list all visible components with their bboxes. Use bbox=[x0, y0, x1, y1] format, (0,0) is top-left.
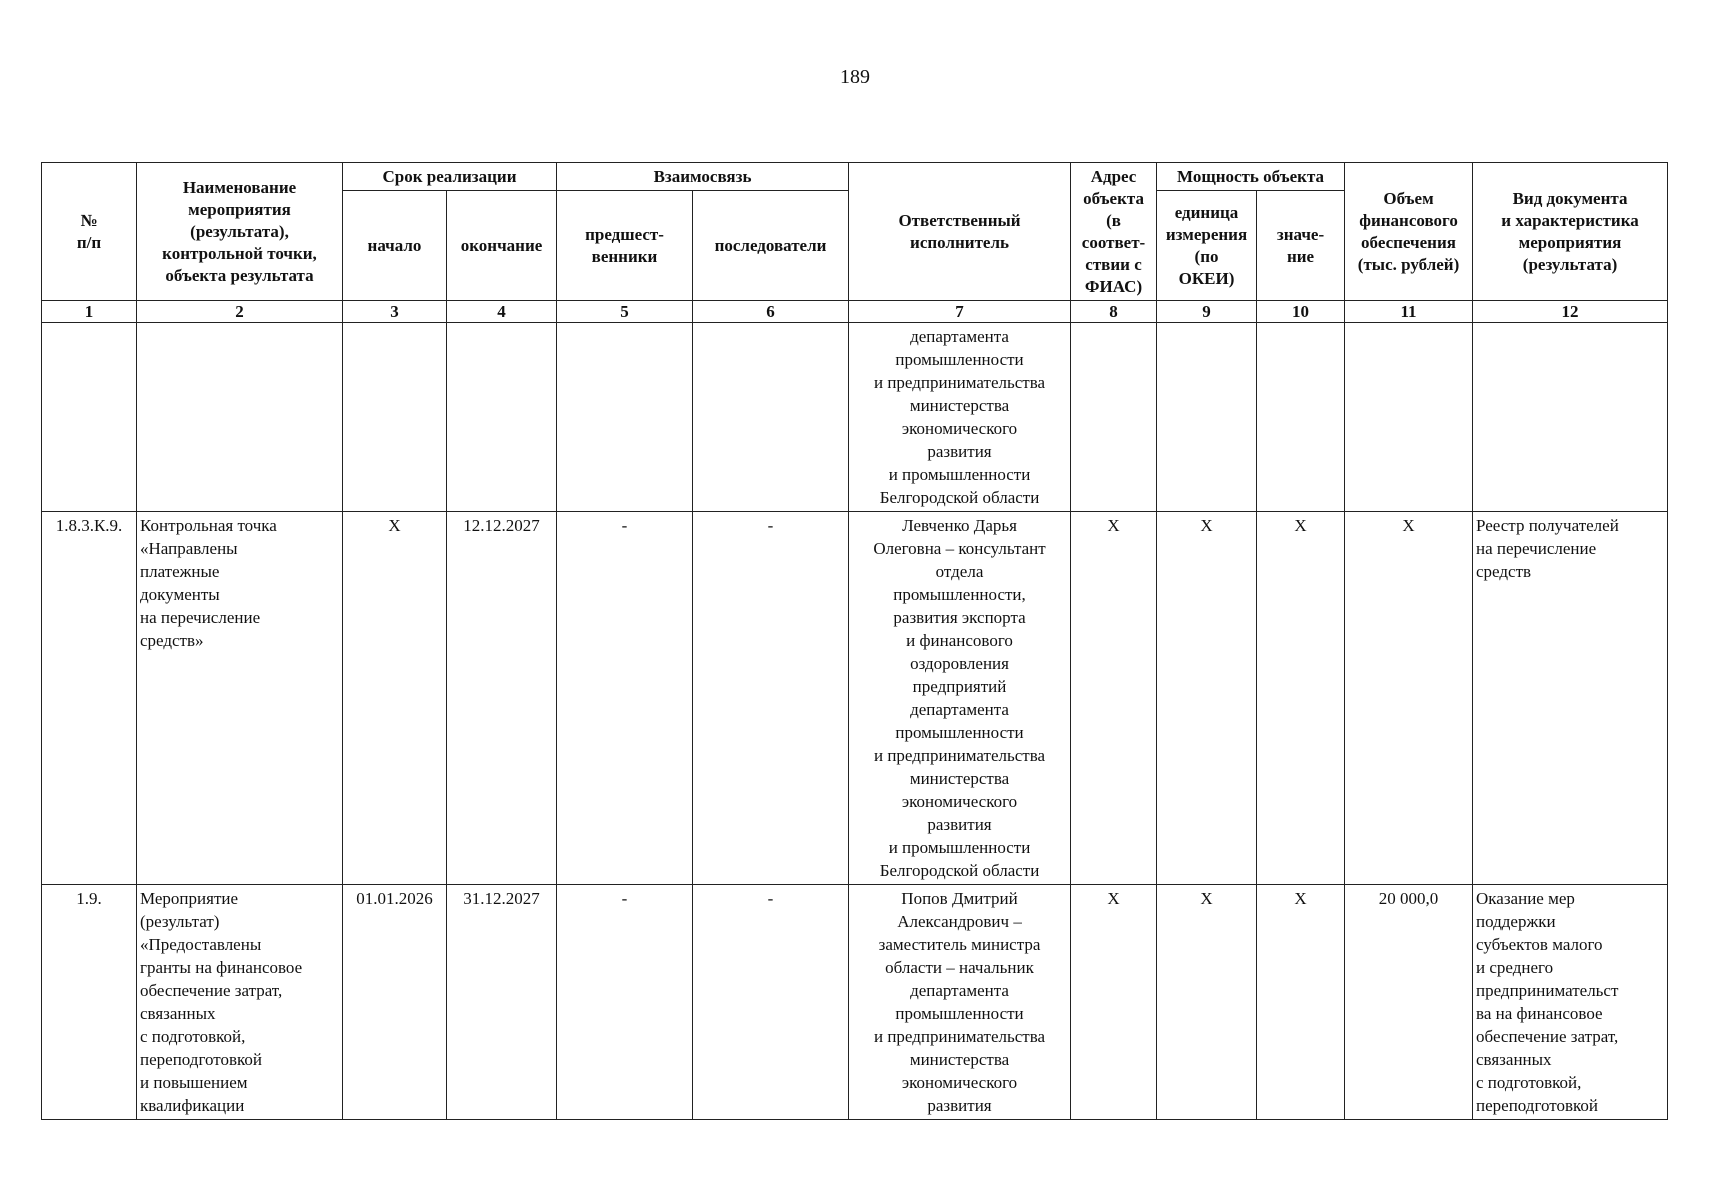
header-financing: Объем финансового обеспечения (тыс. рублей) bbox=[1345, 163, 1473, 301]
column-number: 11 bbox=[1345, 301, 1473, 323]
header-predecessors: предшест- венники bbox=[557, 191, 693, 301]
row-num bbox=[42, 323, 137, 512]
column-number: 2 bbox=[137, 301, 343, 323]
column-number-row bbox=[42, 301, 1668, 323]
table-header bbox=[42, 163, 1668, 323]
header-successors: последователи bbox=[693, 191, 849, 301]
row-unit: X bbox=[1157, 885, 1257, 1120]
row-financing bbox=[1345, 323, 1473, 512]
row-document bbox=[1473, 323, 1668, 512]
row-successors: - bbox=[693, 512, 849, 885]
row-end: 12.12.2027 bbox=[447, 512, 557, 885]
column-number: 8 bbox=[1071, 301, 1157, 323]
header-end: окончание bbox=[447, 191, 557, 301]
row-num: 1.8.3.К.9. bbox=[42, 512, 137, 885]
column-number: 10 bbox=[1257, 301, 1345, 323]
column-number: 4 bbox=[447, 301, 557, 323]
column-number: 7 bbox=[849, 301, 1071, 323]
header-address: Адрес объекта (в соответ- ствии с ФИАС) bbox=[1071, 163, 1157, 301]
row-address: X bbox=[1071, 512, 1157, 885]
header-value: значе- ние bbox=[1257, 191, 1345, 301]
row-successors: - bbox=[693, 885, 849, 1120]
event-plan-table bbox=[41, 162, 1668, 1120]
row-start bbox=[343, 323, 447, 512]
header-unit: единица измерения (по ОКЕИ) bbox=[1157, 191, 1257, 301]
column-number: 6 bbox=[693, 301, 849, 323]
column-number: 1 bbox=[42, 301, 137, 323]
header-start: начало bbox=[343, 191, 447, 301]
row-predecessors: - bbox=[557, 512, 693, 885]
row-predecessors: - bbox=[557, 885, 693, 1120]
row-value: X bbox=[1257, 885, 1345, 1120]
column-number: 3 bbox=[343, 301, 447, 323]
page-number: 189 bbox=[840, 66, 870, 88]
row-name bbox=[137, 323, 343, 512]
row-successors bbox=[693, 323, 849, 512]
row-predecessors bbox=[557, 323, 693, 512]
row-value: X bbox=[1257, 512, 1345, 885]
column-number: 5 bbox=[557, 301, 693, 323]
row-document: Реестр получателей на перечисление средств bbox=[1473, 512, 1668, 885]
row-num: 1.9. bbox=[42, 885, 137, 1120]
row-value bbox=[1257, 323, 1345, 512]
row-document: Оказание мер поддержки субъектов малого и среднего предпринимательст ва на финансовое обеспечение затрат, связанных с подготовкой, переподготовкой bbox=[1473, 885, 1668, 1120]
row-financing: 20 000,0 bbox=[1345, 885, 1473, 1120]
row-name: Мероприятие (результат) «Предоставлены гранты на финансовое обеспечение затрат, связанных с подготовкой, переподготовкой и повышением квалификации bbox=[137, 885, 343, 1120]
header-document: Вид документа и характеристика мероприятия (результата) bbox=[1473, 163, 1668, 301]
header-term-group: Срок реализации bbox=[343, 163, 557, 191]
row-unit bbox=[1157, 323, 1257, 512]
row-address: X bbox=[1071, 885, 1157, 1120]
column-number: 12 bbox=[1473, 301, 1668, 323]
row-end bbox=[447, 323, 557, 512]
row-name: Контрольная точка «Направлены платежные документы на перечисление средств» bbox=[137, 512, 343, 885]
row-financing: X bbox=[1345, 512, 1473, 885]
header-num: № п/п bbox=[42, 163, 137, 301]
row-unit: X bbox=[1157, 512, 1257, 885]
header-name: Наименование мероприятия (результата), контрольной точки, объекта результата bbox=[137, 163, 343, 301]
header-responsible: Ответственный исполнитель bbox=[849, 163, 1071, 301]
table-row bbox=[42, 885, 1668, 1120]
table-row bbox=[42, 512, 1668, 885]
header-power-group: Мощность объекта bbox=[1157, 163, 1345, 191]
row-responsible: департамента промышленности и предпринимательства министерства экономического развития и промышленности Белгородской области bbox=[849, 323, 1071, 512]
row-responsible: Попов Дмитрий Александрович – заместитель министра области – начальник департамента промышленности и предпринимательства министерства экономического развития bbox=[849, 885, 1071, 1120]
header-link-group: Взаимосвязь bbox=[557, 163, 849, 191]
row-end: 31.12.2027 bbox=[447, 885, 557, 1120]
row-start: 01.01.2026 bbox=[343, 885, 447, 1120]
row-address bbox=[1071, 323, 1157, 512]
row-start: X bbox=[343, 512, 447, 885]
table-row bbox=[42, 323, 1668, 512]
column-number: 9 bbox=[1157, 301, 1257, 323]
row-responsible: Левченко Дарья Олеговна – консультант отдела промышленности, развития экспорта и финансового оздоровления предприятий департамента промышленности и предпринимательства министерства экономического развития и промышленности Белгородской области bbox=[849, 512, 1071, 885]
